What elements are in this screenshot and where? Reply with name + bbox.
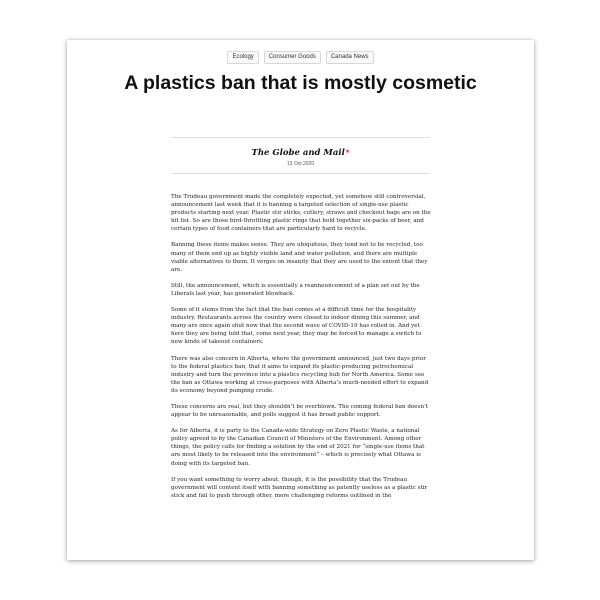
tag-ecology[interactable]: Ecology [227,51,258,64]
article-title: A plastics ban that is mostly cosmetic [124,72,477,94]
paragraph: Some of it stems from the fact that the ban comes at a difficult time for the hospitality industry. Restaurants across the country were closed to indoor dining this summer, and many are once again shut now that the second wave of COVID-19 has rolled in. And yet here they are being told that, come next year, they may be forced to manage a switch to new kinds of takeout containers. [171,307,422,346]
source-logo [67,148,534,158]
paragraph: Banning these items makes sense. They are ubiquitous, they tend not to be recycled, too many of them end up as highly visible land and water pollution, and there are multiple viable alternatives to them. It verges on insanity that they are used to the extent that they are. [171,242,428,273]
paragraph: If you want something to worry about, though, it is the possibility that the Trudeau government will content itself with banning something as patently useless as a plastic stir stick and fail to push through other, more challenging reforms outlined in the [171,476,428,499]
publish-date: 13 Oct 2020 [286,161,315,167]
divider-bottom [171,173,430,174]
article-page [67,40,534,560]
source-mark: * [345,148,350,157]
paragraph: As for Alberta, it is party to the Canada-wide Strategy on Zero Plastic Waste, a national policy agreed to by the Canadian Council of Ministers of the Environment. Among other things, the policy calls for finding a solution by the end of 2021 for “single-use items that are most likely to be released into the environment” – which is precisely what Ottawa is doing with its targeted ban. [171,428,425,467]
tag-list [67,51,534,64]
divider-top [171,137,430,138]
paragraph: These concerns are real, but they shouldn’t be overblown. The coming federal ban doesn’t appear to be unreasonable, and polls suggest it has broad public support. [171,403,429,419]
paragraph: Still, the announcement, which is essentially a reannouncement of a plan set out by the Liberals last year, has generated blowback. [171,282,420,297]
article-body [171,193,433,508]
tag-canada-news[interactable]: Canada News [326,51,374,64]
paragraph: The Trudeau government made the completely expected, yet somehow still controversial, announcement last week that it is banning a targeted selection of single-use plastic products starting next year. Plastic stir sticks, cutlery, straws and checkout bags are on the hit list. So are those bird-throttling plastic rings that hold together six-packs of beer, and certain types of food containers that are particularly hard to recycle. [171,194,431,233]
tag-consumer-goods[interactable]: Consumer Goods [264,51,321,64]
paragraph: There was also concern in Alberta, where the government announced, just two days prior to the federal plastics ban, that it aims to expand its plastic-producing petrochemical industry and turn the province into a plastics recycling hub for North America. Some see the ban as Ottawa working at cross-purposes with Alberta’s much-needed effort to expand its economy beyond pumping crude. [171,355,429,394]
source-name: The Globe and Mail [251,148,345,158]
